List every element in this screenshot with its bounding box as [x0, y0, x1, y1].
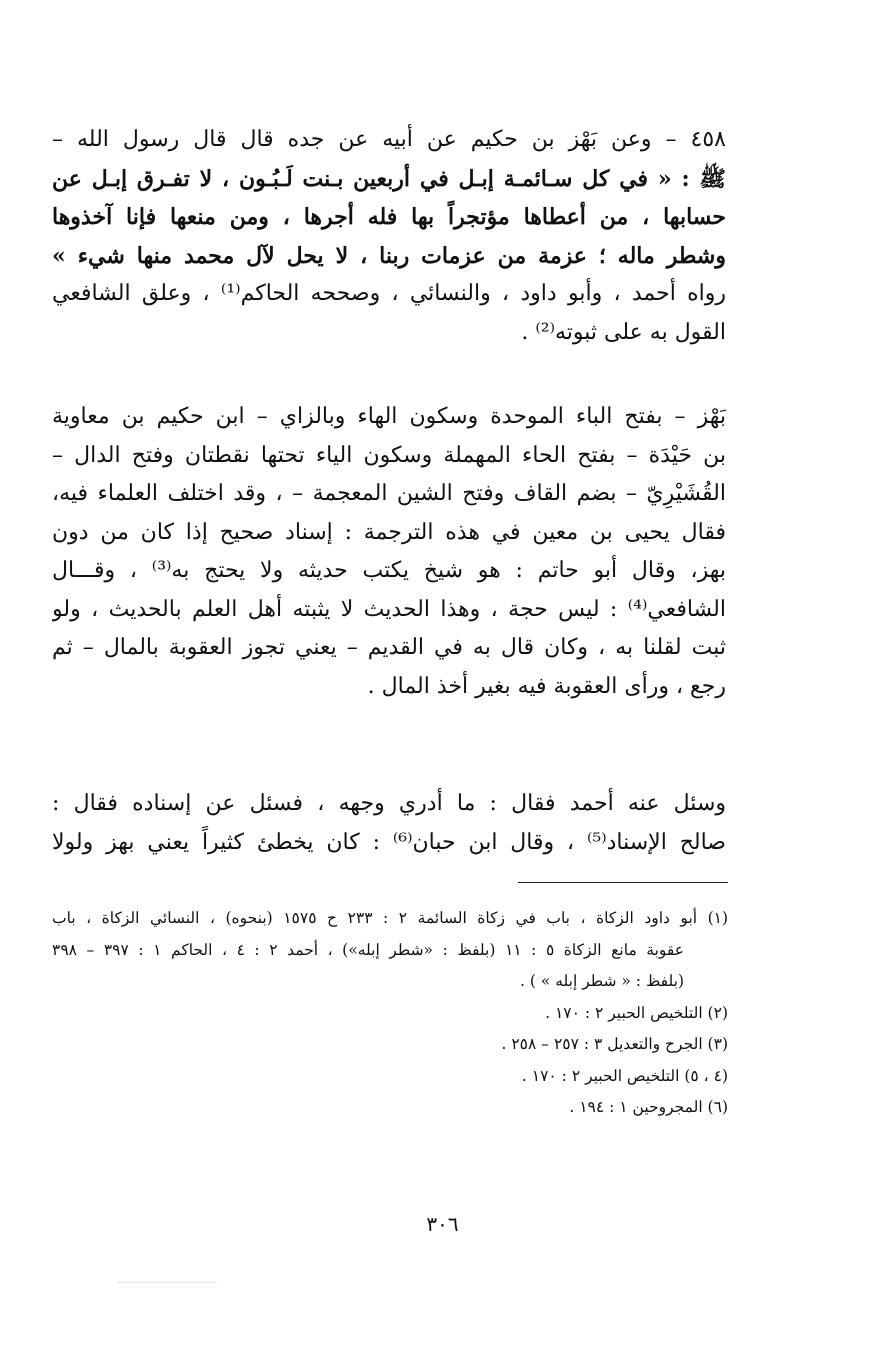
- footnote-6: (٦) المجروحين ١ : ١٩٤ .: [569, 1098, 728, 1116]
- commentary-paragraph-narrator: [52, 398, 726, 706]
- hadith-text-line: ﷺ : « في كل سـائمـة إبـل في أربعين بـنت لَـبُـون ، لا تفـرق إبـل عن: [52, 165, 726, 192]
- commentary-line: رجع ، ورأى العقوبة فيه بغير أخذ المال .: [367, 673, 726, 699]
- commentary-line: الشافعي⁽⁴⁾ : ليس حجة ، وهذا الحديث لا يثبته أهل العلم بالحديث ، ولو: [52, 596, 726, 622]
- commentary-line: القُشَيْرِيّ – بضم القاف وفتح الشين المعجمة – ، وقد اختلف العلماء فيه،: [52, 481, 726, 506]
- footnote-3: (٣) الجرح والتعديل ٣ : ٢٥٧ – ٢٥٨ .: [501, 1035, 728, 1053]
- scan-artifact: [118, 1282, 218, 1283]
- footnote-4-5: (٤ ، ٥) التلخيص الحبير ٢ : ١٧٠ .: [521, 1066, 728, 1085]
- hadith-line: ٤٥٨ – وعن بَهْز بن حكيم عن أبيه عن جده قال قال رسول الله –: [52, 127, 726, 152]
- hadith-source-line: القول به على ثبوته⁽²⁾ .: [521, 319, 726, 345]
- commentary-line: فقال يحيى بن معين في هذه الترجمة : إسناد صحيح إذا كان من دون: [52, 519, 726, 545]
- commentary-line: بهز، وقال أبو حاتم : هو شيخ يكتب حديثه ولا يحتج به⁽³⁾ ، وقـــال: [52, 558, 726, 583]
- footnote-2: (٢) التلخيص الحبير ٢ : ١٧٠ .: [545, 1003, 728, 1022]
- footnotes: [52, 903, 728, 1124]
- commentary-line: بَهْز – بفتح الباء الموحدة وسكون الهاء وبالزاي – ابن حكيم بن معاوية: [52, 404, 726, 429]
- commentary-line: ثبت لقلنا به ، وكان قال به في القديم – يعني تجوز العقوبة بالمال – ثم: [52, 635, 726, 660]
- page-number: ٣٠٦: [426, 1212, 459, 1236]
- hadith-paragraph: [52, 121, 726, 352]
- footnote-1: (١) أبو داود الزكاة ، باب في زكاة السائمة ٢ : ٢٣٣ ح ١٥٧٥ (بنحوه) ، النسائي الزكاة ، باب: [52, 909, 728, 927]
- footnote-separator: [518, 882, 728, 883]
- hadith-text-line: وشطر ماله ؛ عزمة من عزمات ربنا ، لا يحل لآل محمد منها شيء »: [52, 242, 726, 269]
- hadith-source-line: رواه أحمد ، وأبو داود ، والنسائي ، وصححه الحاكم⁽¹⁾ ، وعلق الشافعي: [52, 281, 726, 306]
- commentary-line: بن حَيْدَة – بفتح الحاء المهملة وسكون الياء تحتها نقطتان وفتح الدال –: [52, 442, 726, 468]
- footnote-1-continuation: (بلفظ : « شطر إبله » ) .: [519, 972, 684, 990]
- hadith-text-line: حسابها ، من أعطاها مؤتجراً بها فله أجرها ، ومن منعها فإنا آخذوها: [52, 204, 726, 230]
- footnote-1-continuation: عقوبة مانع الزكاة ٥ : ١١ (بلفظ : «شطر إبله») ، أحمد ٢ : ٤ ، الحاكم ١ : ٣٩٧ – ٣٩٨: [52, 940, 685, 959]
- commentary-line: وسئل عنه أحمد فقال : ما أدري وجهه ، فسئل عن إسناده فقال :: [52, 791, 726, 816]
- commentary-line: صالح الإسناد⁽⁵⁾ ، وقال ابن حبان⁽⁶⁾ : كان يخطئ كثيراً يعني بهز ولولا: [52, 829, 726, 855]
- commentary-paragraph-ahmad: [52, 785, 726, 862]
